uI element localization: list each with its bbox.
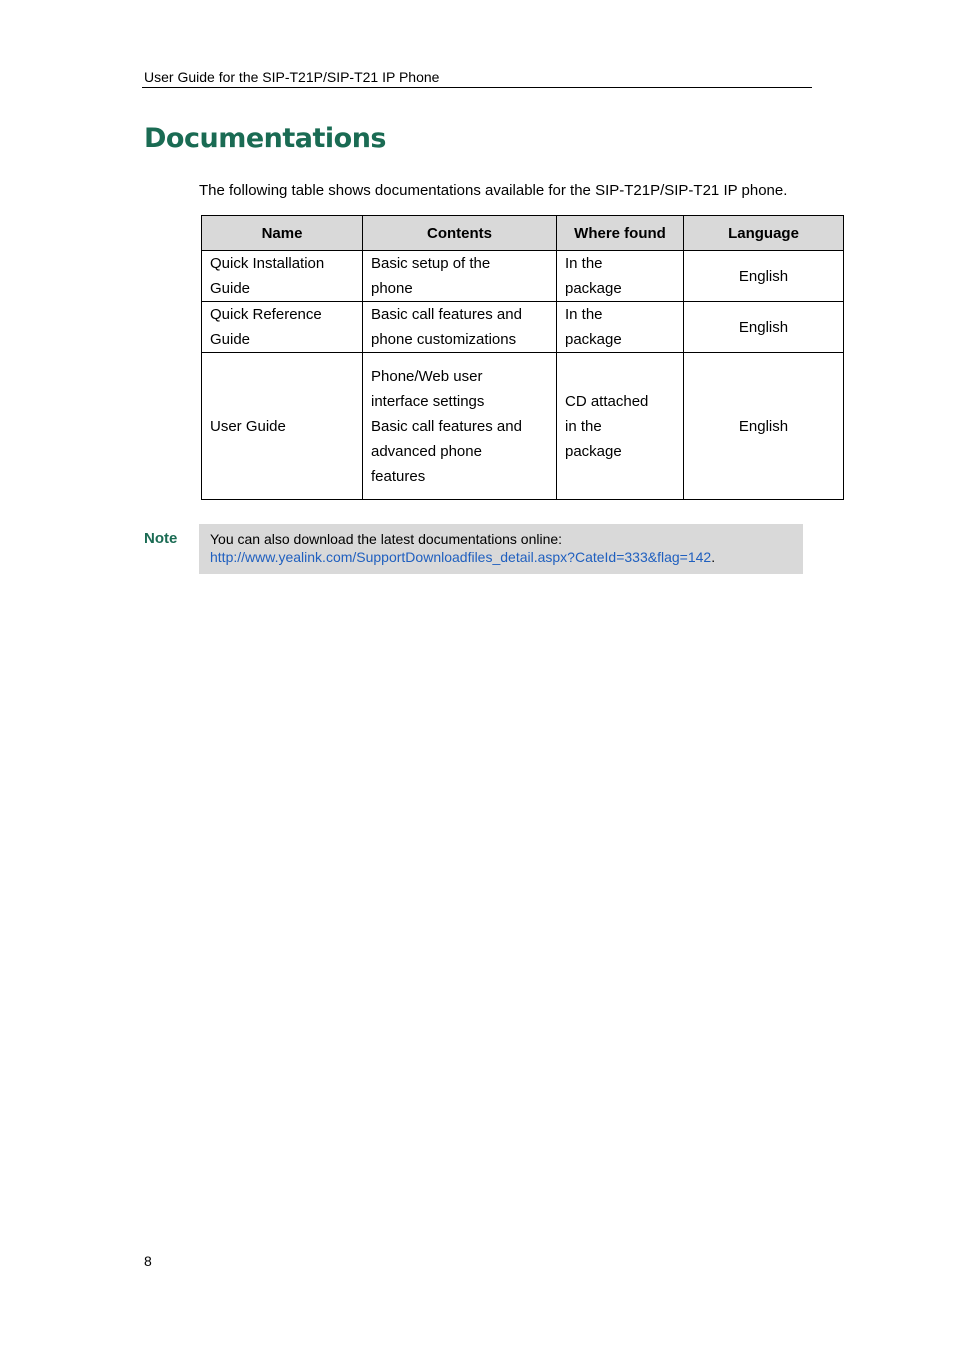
cell-name [202,353,363,500]
note-label: Note [144,530,178,547]
cell-line: phone customizations [371,331,517,348]
column-header-language: Language [684,216,844,251]
header-rule [142,87,812,88]
cell-where-found [557,251,684,302]
cell-language: English [684,302,844,353]
note-box [199,524,803,574]
cell-line: interface settings [371,392,485,410]
cell-line: advanced phone [371,442,482,460]
table-row [202,353,844,500]
note-text: You can also download the latest documentations online: [210,531,563,547]
cell-line: In the [565,255,603,272]
cell-line: Guide [210,280,251,297]
running-header: User Guide for the SIP-T21P/SIP-T21 IP Phone [144,69,440,85]
intro-paragraph: The following table shows documentations available for the SIP-T21P/SIP-T21 IP phone. [199,182,788,199]
cell-line: Quick Reference [210,306,322,323]
cell-language: English [684,251,844,302]
cell-line: User Guide [210,417,286,435]
cell-contents [363,302,557,353]
cell-line: phone [371,280,413,297]
cell-line: Basic setup of the [371,255,491,272]
cell-name [202,251,363,302]
cell-line: Quick Installation [210,255,325,272]
cell-line: package [565,280,622,297]
cell-contents [363,353,557,500]
page-number: 8 [144,1253,152,1269]
cell-contents [363,251,557,302]
cell-where-found [557,353,684,500]
table-row [202,302,844,353]
cell-line: Basic call features and [371,417,522,435]
cell-line: features [371,467,426,485]
column-header-where-found: Where found [557,216,684,251]
download-link[interactable]: http://www.yealink.com/SupportDownloadfiles_detail.aspx?CateId=333&flag=142 [210,549,712,565]
cell-language: English [684,353,844,500]
table-row [202,251,844,302]
column-header-contents: Contents [363,216,557,251]
cell-name [202,302,363,353]
cell-line: package [565,442,622,460]
page-title: Documentations [144,123,386,154]
cell-line: package [565,331,622,348]
cell-where-found [557,302,684,353]
documentation-table [201,215,844,500]
cell-line: in the [565,417,602,435]
cell-line: Phone/Web user [371,367,483,385]
cell-line: In the [565,306,603,323]
cell-line: CD attached [565,392,649,410]
cell-line: Basic call features and [371,306,522,323]
table-header-row [202,216,844,251]
cell-line: Guide [210,331,251,348]
note-trailing-period: . [711,549,716,565]
column-header-name: Name [202,216,363,251]
